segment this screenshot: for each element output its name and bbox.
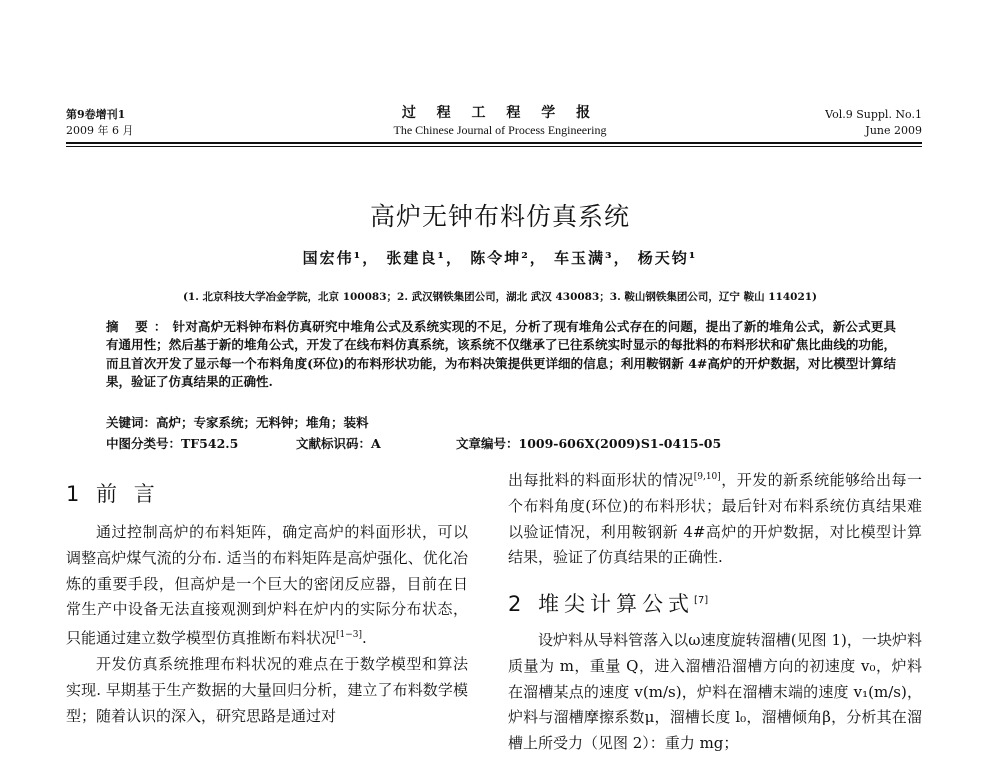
abstract-text: 针对高炉无料钟布料仿真研究中堆角公式及系统实现的不足，分析了现有堆角公式存在的问题，提出了新的堆角公式，新公式更具有通用性；然后基于新的堆角公式，开发了在线布料仿真系统，该系统不仅继承了已往系统实时显示的每批料的布料形状和矿焦比曲线的功能，而且首次开发了显示每一个布料角度(环位)的布料形状功能，为布料决策提供更详细的信息；利用鞍钢新 4#高炉的开炉数据，对比模型计算结果，验证了仿真结果的正确性.: [106, 319, 896, 390]
cont-rest: ，开发的新系统能够给出每一个布料角度(环位)的布料形状；最后针对布料系统仿真结果难以验证情况，利用鞍钢新 4#高炉的开炉数据，对比模型计算结果，验证了仿真结果的正确性.: [508, 471, 922, 567]
date-cn: 2009 年 6 月: [66, 124, 134, 137]
section-1-paragraph-2: 开发仿真系统推理布料状况的难点在于数学模型和算法实现. 早期基于生产数据的大量回归分析，建立了布料数学模型；随着认识的深入，研究思路是通过对: [66, 654, 468, 725]
keywords: 关键词：高炉；专家系统；无料钟；堆角；装料: [106, 415, 369, 430]
article-number: 文章编号：1009-606X(2009)S1-0415-05: [456, 436, 722, 451]
left-column: [66, 520, 468, 729]
date-en: June 2009: [865, 124, 922, 137]
document-code: 文献标识码：A: [296, 436, 381, 451]
cont-text: 出每批料的料面形状的情况: [508, 471, 694, 489]
classification-line: [106, 434, 896, 452]
s2-heading-text: 2 堆尖计算公式: [508, 592, 695, 616]
s2-heading-ref: [7]: [694, 595, 709, 606]
header-center: [300, 105, 700, 139]
author-list: 国宏伟¹， 张建良¹， 陈令坤²， 车玉满³， 杨天钧¹: [302, 249, 698, 267]
s1p1-text: 通过控制高炉的布料矩阵，确定高炉的料面形状，可以调整高炉煤气流的分布. 适当的布料矩阵是高炉强化、优化冶炼的重要手段，但高炉是一个巨大的密闭反应器，目前在日常生产中设备无法直接观测到炉料在炉内的实际分布状态，只能通过建立数学模型仿真推断布料状况: [66, 523, 468, 648]
right-column-bottom: [508, 628, 922, 757]
continued-paragraph: [508, 465, 922, 571]
right-column-top: [508, 465, 922, 571]
header-rule-thick: [66, 142, 922, 144]
journal-title-en: The Chinese Journal of Process Engineering: [393, 123, 607, 137]
header-rule-thin: [66, 146, 922, 147]
header-left: [66, 107, 266, 139]
section-2-heading: [508, 588, 708, 618]
cont-ref: [9,10]: [693, 472, 721, 482]
header-right: [702, 107, 922, 139]
s1p1-ref: [1−3]: [336, 630, 363, 641]
abstract: [106, 318, 896, 392]
volume-cn: 第9卷增刊1: [66, 108, 126, 121]
affiliations: (1. 北京科技大学冶金学院，北京 100083；2. 武汉钢铁集团公司，湖北 武汉 430083；3. 鞍山钢铁集团公司，辽宁 鞍山 114021): [182, 291, 818, 303]
volume-en: Vol.9 Suppl. No.1: [825, 108, 922, 121]
abstract-label: 摘 要：: [106, 319, 173, 334]
section-2-paragraph-1: 设炉料从导料管落入以ω速度旋转溜槽(见图 1)，一块炉料质量为 m，重量 Q，进入溜槽沿溜槽方向的初速度 v₀，炉料在溜槽某点的速度 v(m/s)，炉料在溜槽末端的速度 v₁(m/s)，炉料与溜槽摩擦系数μ，溜槽长度 l₀，溜槽倾角β，分析其在溜槽上所受力（见图 2）：重力 mg；: [508, 631, 922, 753]
clc-number: 中图分类号：TF542.5: [106, 436, 239, 451]
s1p1-end: .: [362, 629, 367, 648]
section-1-heading: 1 前 言: [66, 482, 160, 506]
section-1-paragraph-1: [66, 520, 468, 652]
paper-title: 高炉无钟布料仿真系统: [369, 202, 630, 231]
journal-title-cn: 过 程 工 程 学 报: [401, 105, 599, 121]
